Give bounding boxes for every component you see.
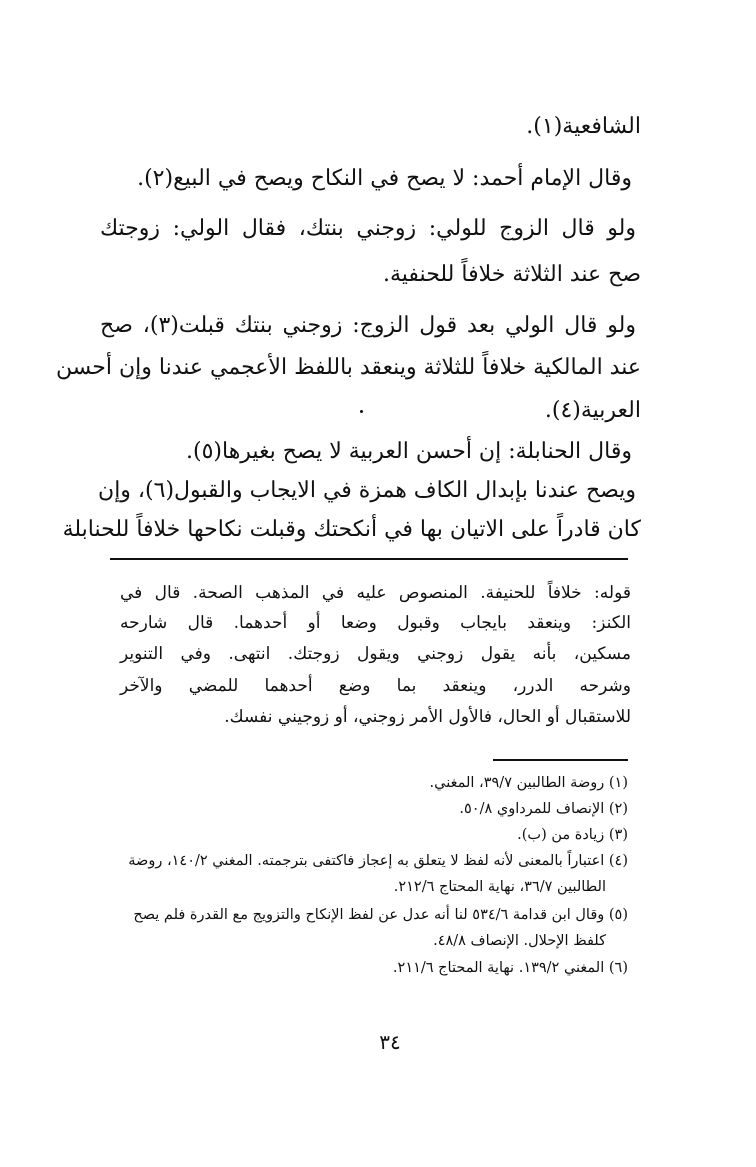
stray-dot (360, 410, 363, 413)
main-line-9: ويصح عندنا بإبدال الكاف همزة في الايجاب والقبول(٦)، وإن (98, 478, 636, 503)
commentary-line-5: للاستقبال أو الحال، فالأول الأمر زوجني، أو زوجيني نفسك. (224, 707, 631, 727)
footnote-1: (١) روضة الطالبين ٣٩/٧، المغني. (429, 775, 628, 791)
footnote-4-cont: الطالبين ٣٦/٧، نهاية المحتاج ٢١٢/٦. (393, 879, 606, 895)
page-number: ٣٤ (379, 1030, 401, 1054)
main-separator-rule (110, 558, 628, 560)
footnote-5: (٥) وقال ابن قدامة ٥٣٤/٦ لنا أنه عدل عن لفظ الإنكاح والتزويج مع القدرة فلم يصح (133, 907, 628, 923)
footnote-2: (٢) الإنصاف للمرداوي ٥٠/٨. (459, 801, 628, 817)
main-line-4: صح عند الثلاثة خلافاً للحنفية. (383, 262, 641, 287)
main-line-3: ولو قال الزوج للولي: زوجني بنتك، فقال الولي: زوجتك (100, 216, 636, 241)
main-line-5: ولو قال الولي بعد قول الزوج: زوجني بنتك قبلت(٣)، صح (100, 313, 637, 338)
main-line-8: وقال الحنابلة: إن أحسن العربية لا يصح بغيرها(٥). (186, 439, 632, 464)
main-line-10: كان قادراً على الاتيان بها في أنكحتك وقبلت نكاحها خلافاً للحنابلة (62, 517, 641, 542)
main-line-6: عند المالكية خلافاً للثلاثة وينعقد باللفظ الأعجمي عندنا وإن أحسن (55, 355, 641, 380)
footnote-5-cont: كلفظ الإحلال. الإنصاف ٤٨/٨. (433, 933, 606, 949)
main-line-7: العربية(٤). (544, 398, 641, 423)
main-line-1: الشافعية(١). (526, 114, 641, 139)
footnote-separator-rule (493, 759, 628, 761)
commentary-line-1: قوله: خلافاً للحنيفة. المنصوص عليه في المذهب الصحة. قال في (120, 583, 631, 603)
footnote-6: (٦) المغني ١٣٩/٢. نهاية المحتاج ٢١١/٦. (392, 960, 628, 976)
commentary-line-4: وشرحه الدرر، وينعقد بما وضع أحدهما للمضي والآخر (120, 676, 631, 696)
commentary-line-3: مسكين، بأنه يقول زوجني ويقول زوجتك. انتهى. وفي التنوير (120, 644, 631, 664)
footnote-3: (٣) زيادة من (ب). (517, 827, 628, 843)
footnote-4: (٤) اعتباراً بالمعنى لأنه لفظ لا يتعلق به إعجاز فاكتفى بترجمته. المغني ١٤٠/٢، روضة (128, 853, 628, 869)
commentary-line-2: الكنز: وينعقد بايجاب وقبول وضعا أو أحدهما. قال شارحه (120, 613, 631, 633)
main-line-2: وقال الإمام أحمد: لا يصح في النكاح ويصح في البيع(٢). (137, 166, 632, 191)
